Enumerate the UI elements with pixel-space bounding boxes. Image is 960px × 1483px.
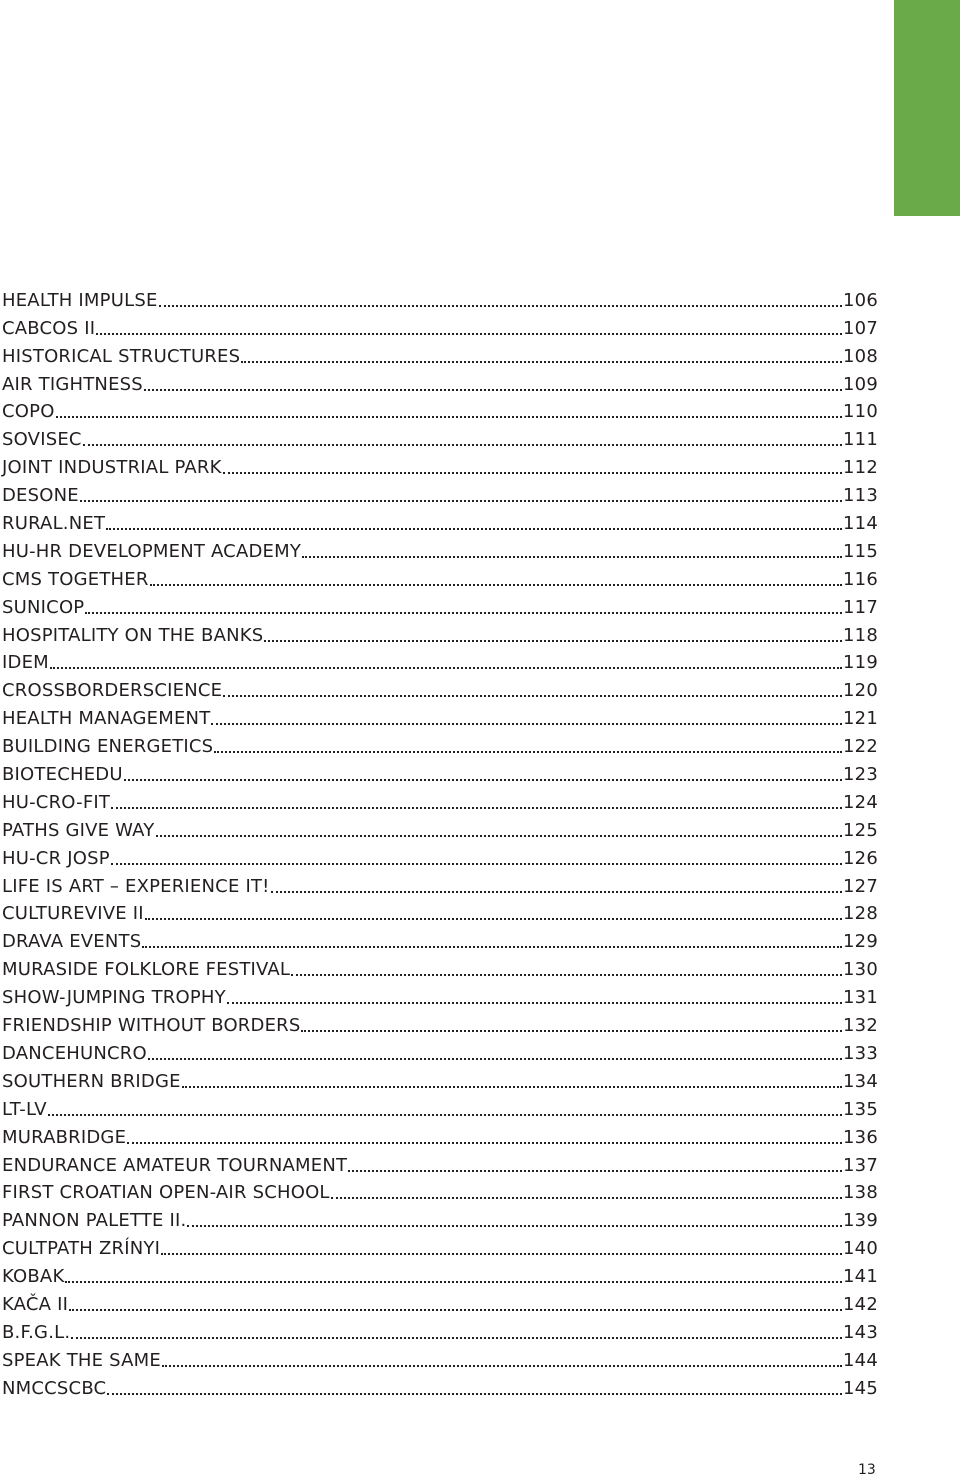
toc-entry-title: SUNICOP <box>2 596 85 618</box>
toc-entry[interactable] <box>2 898 878 926</box>
toc-entry-title: IDEM <box>2 652 49 674</box>
toc-entry[interactable] <box>2 814 878 842</box>
dot-leader <box>148 1058 842 1060</box>
toc-entry[interactable] <box>2 1204 878 1232</box>
toc-entry-title: KOBAK <box>2 1266 65 1288</box>
toc-entry[interactable] <box>2 1232 878 1260</box>
toc-entry-page-number: 123 <box>843 764 878 786</box>
toc-entry-title: HU-CR JOSP <box>2 847 110 869</box>
dot-leader <box>223 472 842 474</box>
dot-leader <box>127 1142 842 1144</box>
toc-entry[interactable] <box>2 1372 878 1400</box>
dot-leader <box>182 1086 842 1088</box>
toc-entry-page-number: 122 <box>843 736 878 758</box>
dot-leader <box>187 1225 842 1227</box>
dot-leader <box>56 416 842 418</box>
toc-entry[interactable] <box>2 340 878 368</box>
toc-entry-title: MURABRIDGE <box>2 1126 127 1148</box>
toc-entry[interactable] <box>2 1344 878 1372</box>
toc-entry-page-number: 117 <box>843 596 878 618</box>
dot-leader <box>144 389 842 391</box>
toc-entry-title: HU-HR DEVELOPMENT ACADEMY <box>2 540 302 562</box>
toc-entry[interactable] <box>2 1288 878 1316</box>
toc-entry-title: NMCCSCBC <box>2 1377 107 1399</box>
toc-entry-page-number: 142 <box>843 1293 878 1315</box>
toc-entry-title: FIRST CROATIAN OPEN-AIR SCHOOL <box>2 1182 330 1204</box>
toc-entry-page-number: 121 <box>843 708 878 730</box>
toc-entry[interactable] <box>2 674 878 702</box>
toc-entry-title: CABCOS II <box>2 317 96 339</box>
toc-entry[interactable] <box>2 312 878 340</box>
toc-entry-page-number: 119 <box>843 652 878 674</box>
toc-entry-page-number: 114 <box>843 513 878 535</box>
toc-entry[interactable] <box>2 1009 878 1037</box>
toc-entry[interactable] <box>2 1149 878 1177</box>
toc-entry-page-number: 139 <box>843 1210 878 1232</box>
dot-leader <box>106 528 842 530</box>
toc-entry[interactable] <box>2 591 878 619</box>
toc-entry-page-number: 111 <box>843 429 878 451</box>
toc-entry-page-number: 137 <box>843 1154 878 1176</box>
dot-leader <box>96 333 842 335</box>
toc-entry-page-number: 128 <box>843 903 878 925</box>
toc-entry-title: DRAVA EVENTS <box>2 931 142 953</box>
toc-entry[interactable] <box>2 730 878 758</box>
toc-entry[interactable] <box>2 619 878 647</box>
toc-entry-title: JOINT INDUSTRIAL PARK <box>2 457 222 479</box>
toc-entry-page-number: 138 <box>843 1182 878 1204</box>
toc-entry[interactable] <box>2 1316 878 1344</box>
toc-entry-page-number: 140 <box>843 1238 878 1260</box>
dot-leader <box>111 863 842 865</box>
dot-leader <box>65 1281 842 1283</box>
dot-leader <box>107 1393 842 1395</box>
toc-entry[interactable] <box>2 1121 878 1149</box>
toc-entry[interactable] <box>2 870 878 898</box>
dot-leader <box>150 584 842 586</box>
toc-entry-title: COPO <box>2 401 55 423</box>
toc-entry-title: PATHS GIVE WAY <box>2 819 155 841</box>
toc-entry-page-number: 143 <box>843 1321 878 1343</box>
dot-leader <box>156 835 843 837</box>
toc-entry[interactable] <box>2 758 878 786</box>
toc-entry-page-number: 116 <box>843 568 878 590</box>
toc-entry-title: SOUTHERN BRIDGE <box>2 1070 181 1092</box>
toc-entry-page-number: 126 <box>843 847 878 869</box>
dot-leader <box>159 305 843 307</box>
toc-entry[interactable] <box>2 284 878 312</box>
toc-entry-page-number: 136 <box>843 1126 878 1148</box>
page-number: 13 <box>858 1462 876 1478</box>
toc-entry-title: CULTPATH ZRÍNYI <box>2 1238 161 1260</box>
toc-entry-page-number: 112 <box>843 457 878 479</box>
toc-entry[interactable] <box>2 702 878 730</box>
toc-entry-title: AIR TIGHTNESS <box>2 373 143 395</box>
toc-entry[interactable] <box>2 1177 878 1205</box>
toc-entry-title: CROSSBORDERSCIENCE <box>2 680 223 702</box>
toc-entry-title: RURAL.NET <box>2 513 106 535</box>
toc-entry[interactable] <box>2 451 878 479</box>
toc-entry-title: HISTORICAL STRUCTURES <box>2 345 241 367</box>
toc-entry-title: BUILDING ENERGETICS <box>2 736 214 758</box>
toc-entry[interactable] <box>2 423 878 451</box>
toc-entry-title: HEALTH MANAGEMENT <box>2 708 211 730</box>
dot-leader <box>223 695 842 697</box>
toc-entry-title: SPEAK THE SAME <box>2 1349 161 1371</box>
toc-entry-title: LIFE IS ART – EXPERIENCE IT! <box>2 875 270 897</box>
toc-entry-page-number: 106 <box>843 289 878 311</box>
toc-entry[interactable] <box>2 981 878 1009</box>
toc-entry[interactable] <box>2 842 878 870</box>
toc-entry[interactable] <box>2 507 878 535</box>
toc-entry-title: HU-CRO-FIT <box>2 791 111 813</box>
toc-entry-title: HEALTH IMPULSE <box>2 289 158 311</box>
toc-entry-page-number: 108 <box>843 345 878 367</box>
toc-entry-page-number: 127 <box>843 875 878 897</box>
toc-entry[interactable] <box>2 368 878 396</box>
toc-entry-title: LT-LV <box>2 1098 47 1120</box>
toc-entry-page-number: 118 <box>843 624 878 646</box>
dot-leader <box>301 1030 842 1032</box>
toc-entry-title: HOSPITALITY ON THE BANKS <box>2 624 264 646</box>
dot-leader <box>214 751 842 753</box>
toc-entry-title: DANCEHUNCRO <box>2 1042 147 1064</box>
dot-leader <box>241 361 842 363</box>
dot-leader <box>145 918 842 920</box>
toc-entry[interactable] <box>2 647 878 675</box>
toc-entry-page-number: 115 <box>843 540 878 562</box>
toc-entry-page-number: 120 <box>843 680 878 702</box>
dot-leader <box>348 1170 842 1172</box>
toc-entry-title: FRIENDSHIP WITHOUT BORDERS <box>2 1015 301 1037</box>
dot-leader <box>162 1365 842 1367</box>
dot-leader <box>161 1253 842 1255</box>
dot-leader <box>80 500 842 502</box>
toc-entry-title: CULTUREVIVE II <box>2 903 144 925</box>
toc-entry-page-number: 125 <box>843 819 878 841</box>
toc-entry[interactable] <box>2 953 878 981</box>
toc-entry[interactable] <box>2 396 878 424</box>
toc-entry-page-number: 141 <box>843 1266 878 1288</box>
toc-entry-page-number: 129 <box>843 931 878 953</box>
toc-entry-page-number: 145 <box>843 1377 878 1399</box>
dot-leader <box>50 667 842 669</box>
toc-entry-page-number: 109 <box>843 373 878 395</box>
toc-entry-title: B.F.G.L. <box>2 1321 71 1343</box>
toc-entry[interactable] <box>2 1037 878 1065</box>
toc-entry-page-number: 144 <box>843 1349 878 1371</box>
toc-entry[interactable] <box>2 1093 878 1121</box>
dot-leader <box>271 891 842 893</box>
toc-entry[interactable] <box>2 1065 878 1093</box>
table-of-contents <box>2 284 878 1400</box>
dot-leader <box>71 1337 842 1339</box>
toc-entry-title: KAČA II <box>2 1293 69 1315</box>
toc-entry-page-number: 135 <box>843 1098 878 1120</box>
toc-entry[interactable] <box>2 563 878 591</box>
toc-entry[interactable] <box>2 479 878 507</box>
toc-entry-page-number: 107 <box>843 317 878 339</box>
toc-entry-page-number: 113 <box>843 485 878 507</box>
toc-entry-page-number: 110 <box>843 401 878 423</box>
dot-leader <box>291 974 842 976</box>
dot-leader <box>211 723 842 725</box>
dot-leader <box>124 779 842 781</box>
toc-entry-title: BIOTECHEDU <box>2 764 123 786</box>
toc-entry[interactable] <box>2 925 878 953</box>
dot-leader <box>142 946 842 948</box>
toc-entry-title: CMS TOGETHER <box>2 568 149 590</box>
toc-entry-page-number: 132 <box>843 1015 878 1037</box>
dot-leader <box>302 556 842 558</box>
toc-entry[interactable] <box>2 786 878 814</box>
toc-entry[interactable] <box>2 1260 878 1288</box>
toc-entry-page-number: 134 <box>843 1070 878 1092</box>
dot-leader <box>83 444 842 446</box>
dot-leader <box>331 1197 842 1199</box>
dot-leader <box>48 1114 842 1116</box>
toc-entry-title: ENDURANCE AMATEUR TOURNAMENT <box>2 1154 348 1176</box>
toc-entry-title: PANNON PALETTE II. <box>2 1210 187 1232</box>
toc-entry-title: SHOW-JUMPING TROPHY <box>2 987 226 1009</box>
toc-entry-title: MURASIDE FOLKLORE FESTIVAL <box>2 959 291 981</box>
toc-entry-title: SOVISEC <box>2 429 82 451</box>
toc-entry[interactable] <box>2 535 878 563</box>
dot-leader <box>69 1309 842 1311</box>
dot-leader <box>227 1002 842 1004</box>
toc-entry-page-number: 133 <box>843 1042 878 1064</box>
toc-entry-page-number: 124 <box>843 791 878 813</box>
green-accent-bar <box>894 0 960 216</box>
dot-leader <box>111 807 842 809</box>
dot-leader <box>85 612 842 614</box>
toc-entry-page-number: 131 <box>843 987 878 1009</box>
toc-entry-page-number: 130 <box>843 959 878 981</box>
toc-entry-title: DESONE <box>2 485 79 507</box>
dot-leader <box>264 640 842 642</box>
